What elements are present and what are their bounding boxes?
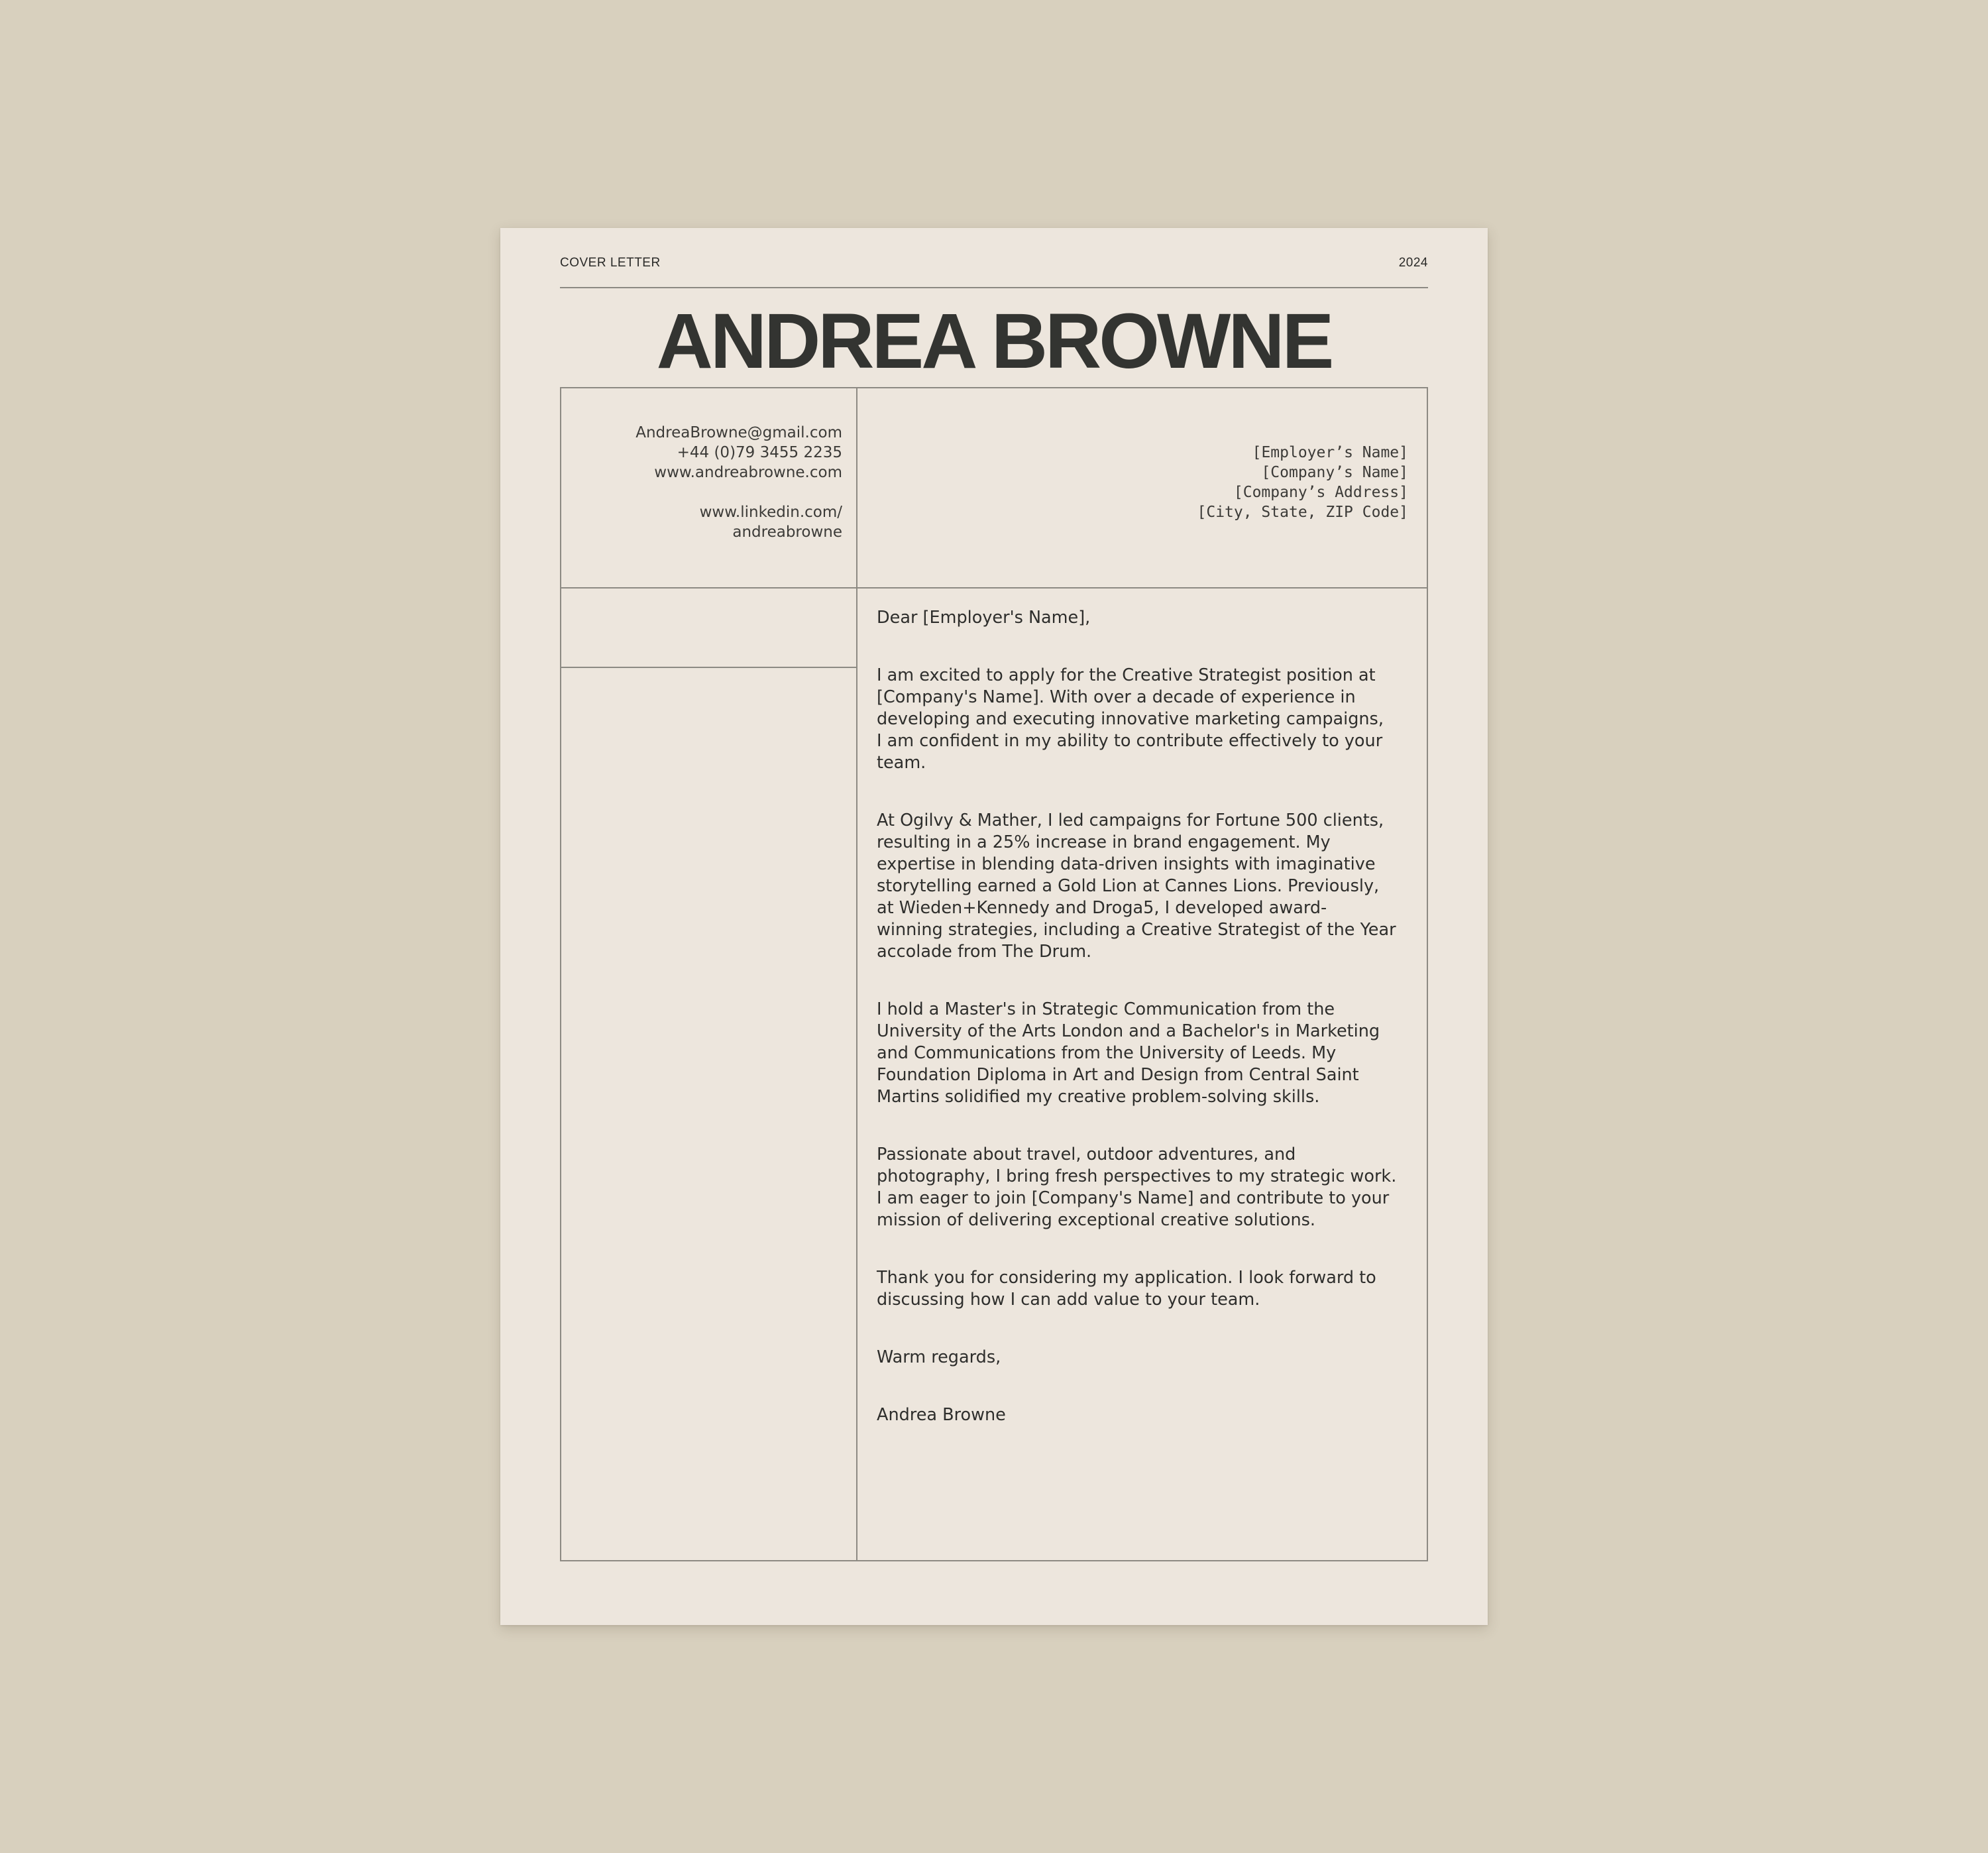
- paragraph-line: photography, I bring fresh perspectives to my strategic work.: [877, 1166, 1397, 1186]
- contact-email: AndreaBrowne@gmail.com: [635, 424, 842, 441]
- paragraph-line: I am confident in my ability to contribute effectively to your: [877, 731, 1383, 751]
- paragraph-line: winning strategies, including a Creative Strategist of the Year: [877, 920, 1396, 940]
- letter-paragraph-5: [877, 1267, 1413, 1311]
- cover-letter-page: [500, 228, 1488, 1625]
- paragraph-line: at Wieden+Kennedy and Droga5, I developed award-: [877, 898, 1327, 918]
- paragraph-line: Foundation Diploma in Art and Design from Central Saint: [877, 1065, 1359, 1085]
- letter-salutation: Dear [Employer's Name],: [877, 608, 1091, 628]
- header-divider: [560, 287, 1428, 288]
- row-divider: [561, 587, 1427, 589]
- left-column-divider: [561, 667, 857, 668]
- paragraph-line: expertise in blending data-driven insights with imaginative: [877, 854, 1376, 874]
- paragraph-line: developing and executing innovative marketing campaigns,: [877, 709, 1384, 729]
- letter-paragraph-3: [877, 999, 1413, 1108]
- paragraph-line: accolade from The Drum.: [877, 942, 1092, 962]
- paragraph-line: team.: [877, 753, 926, 773]
- letter-grid: [560, 387, 1428, 1561]
- paragraph-line: I am eager to join [Company's Name] and contribute to your: [877, 1188, 1390, 1208]
- letter-paragraph-2: [877, 810, 1413, 963]
- paragraph-line: discussing how I can add value to your team.: [877, 1290, 1260, 1310]
- paragraph-line: Thank you for considering my application. I look forward to: [877, 1268, 1376, 1288]
- paragraph-line: storytelling earned a Gold Lion at Cannes Lions. Previously,: [877, 876, 1380, 896]
- contact-linkedin-line2: andreabrowne: [732, 524, 842, 541]
- contact-website: www.andreabrowne.com: [654, 464, 842, 481]
- applicant-name: ANDREA BROWNE: [656, 298, 1332, 385]
- column-divider: [856, 388, 857, 1560]
- letter-signature: Andrea Browne: [877, 1405, 1006, 1425]
- paragraph-line: mission of delivering exceptional creative solutions.: [877, 1210, 1316, 1230]
- recipient-company-name: [Company’s Name]: [1261, 464, 1408, 481]
- recipient-city-state-zip: [City, State, ZIP Code]: [1197, 504, 1408, 521]
- contact-spacer: [575, 482, 842, 502]
- paragraph-line: At Ogilvy & Mather, I led campaigns for Fortune 500 clients,: [877, 811, 1384, 830]
- paragraph-line: Martins solidified my creative problem-solving skills.: [877, 1087, 1320, 1107]
- letter-paragraph-4: [877, 1144, 1413, 1231]
- document-year: 2024: [1398, 256, 1428, 270]
- paragraph-line: I hold a Master's in Strategic Communication from the: [877, 999, 1335, 1019]
- paragraph-line: and Communications from the University of Leeds. My: [877, 1043, 1337, 1063]
- contact-block: [575, 423, 842, 542]
- letter-paragraph-1: [877, 665, 1413, 774]
- paragraph-line: Passionate about travel, outdoor adventures, and: [877, 1145, 1296, 1164]
- letter-closing: Warm regards,: [877, 1347, 1001, 1367]
- recipient-employer-name: [Employer’s Name]: [1252, 444, 1408, 461]
- recipient-block: [1011, 443, 1408, 522]
- paragraph-line: University of the Arts London and a Bachelor's in Marketing: [877, 1021, 1380, 1041]
- paragraph-line: resulting in a 25% increase in brand engagement. My: [877, 832, 1331, 852]
- recipient-company-address: [Company’s Address]: [1233, 484, 1408, 501]
- contact-phone: +44 (0)79 3455 2235: [677, 444, 842, 461]
- letter-body: [877, 607, 1413, 1462]
- document-type-label: COVER LETTER: [560, 256, 661, 270]
- paragraph-line: I am excited to apply for the Creative Strategist position at: [877, 665, 1376, 685]
- contact-linkedin-line1: www.linkedin.com/: [699, 504, 842, 521]
- paragraph-line: [Company's Name]. With over a decade of experience in: [877, 687, 1356, 707]
